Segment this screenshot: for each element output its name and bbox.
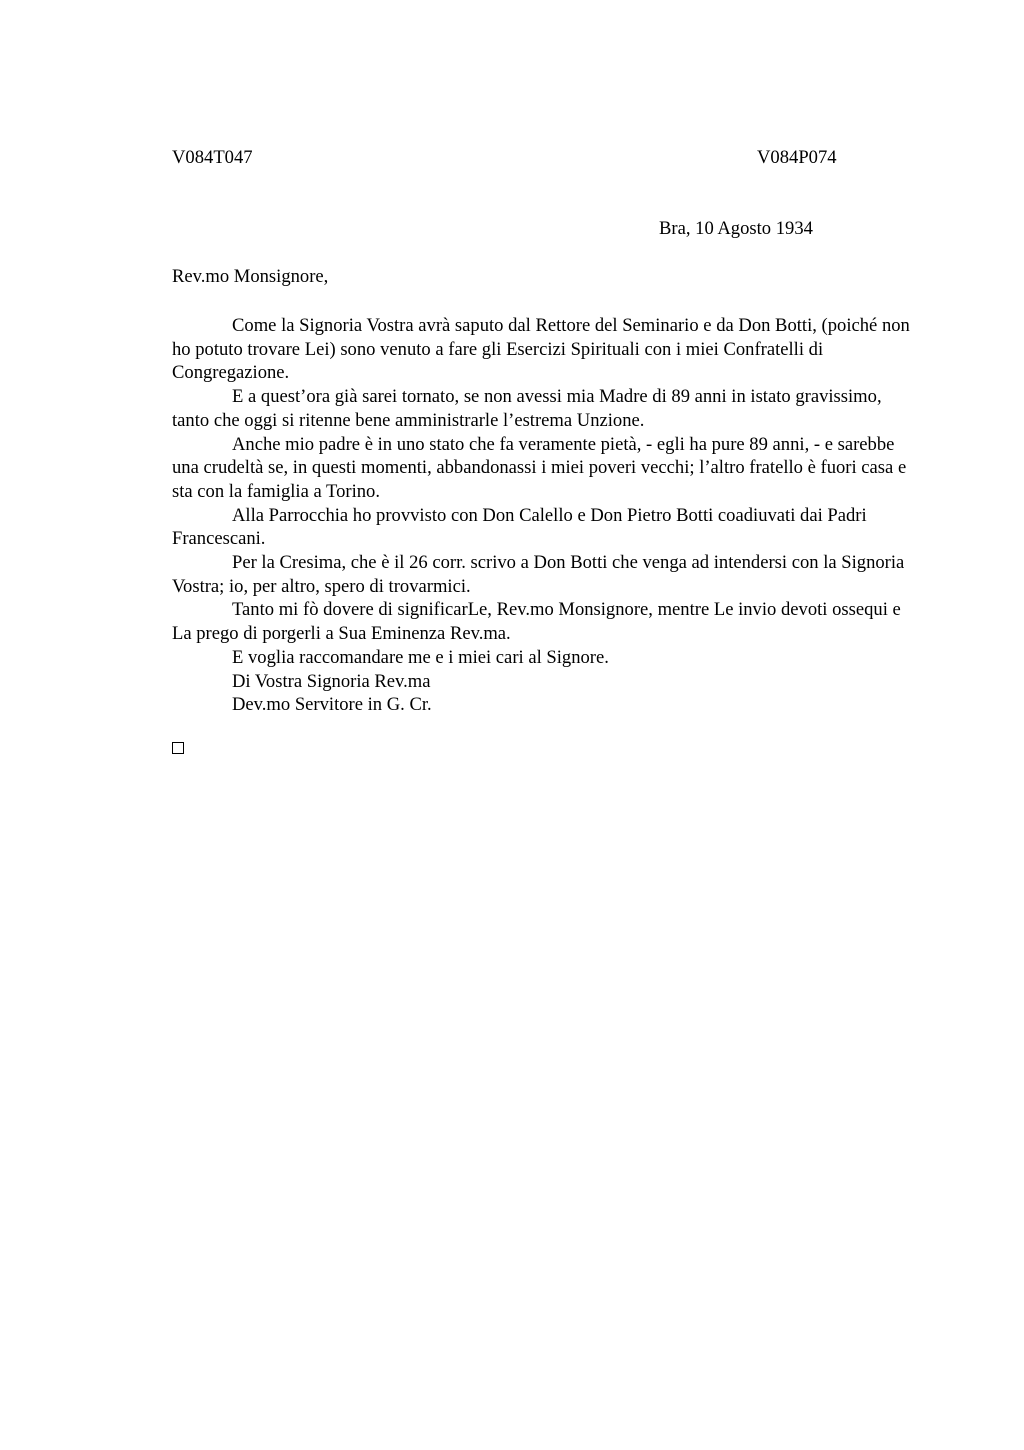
letter-body [172, 314, 912, 717]
letter-paragraph: Anche mio padre è in uno stato che fa veramente pietà, - egli ha pure 89 anni, - e sarebbe una crudeltà se, in questi momenti, abbandonassi i miei poveri vecchi; l’altro fratello è fuori casa e sta con la famiglia a Torino. [172, 433, 907, 502]
document-reference-left: V084T047 [172, 147, 253, 168]
document-reference-right: V084P074 [757, 147, 837, 168]
letter-paragraph: E voglia raccomandare me e i miei cari al Signore. [232, 646, 609, 668]
letter-paragraph: Tanto mi fò dovere di significarLe, Rev.mo Monsignore, mentre Le invio devoti ossequi e La prego di porgerli a Sua Eminenza Rev.ma. [172, 599, 901, 645]
end-marker-square-icon [172, 742, 184, 754]
letter-paragraph: Come la Signoria Vostra avrà saputo dal Rettore del Seminario e da Don Botti, (poiché non ho potuto trovare Lei) sono venuto a fare gli Esercizi Spirituali con i miei Confratelli di Congregazione. [172, 315, 910, 384]
letter-paragraph: Alla Parrocchia ho provvisto con Don Calello e Don Pietro Botti coadiuvati dai Padri Francescani. [172, 504, 867, 550]
letter-date: Bra, 10 Agosto 1934 [659, 218, 813, 239]
letter-salutation: Rev.mo Monsignore, [172, 266, 329, 287]
letter-paragraph: E a quest’ora già sarei tornato, se non avessi mia Madre di 89 anni in istato gravissimo, tanto che oggi si ritenne bene amministrarle l’estrema Unzione. [172, 386, 882, 431]
letter-paragraph: Per la Cresima, che è il 26 corr. scrivo a Don Botti che venga ad intendersi con la Signoria Vostra; io, per altro, spero di trovarmici. [172, 552, 905, 597]
letter-closing-line: Di Vostra Signoria Rev.ma [232, 670, 431, 692]
letter-signature-line: Dev.mo Servitore in G. Cr. [232, 694, 432, 716]
